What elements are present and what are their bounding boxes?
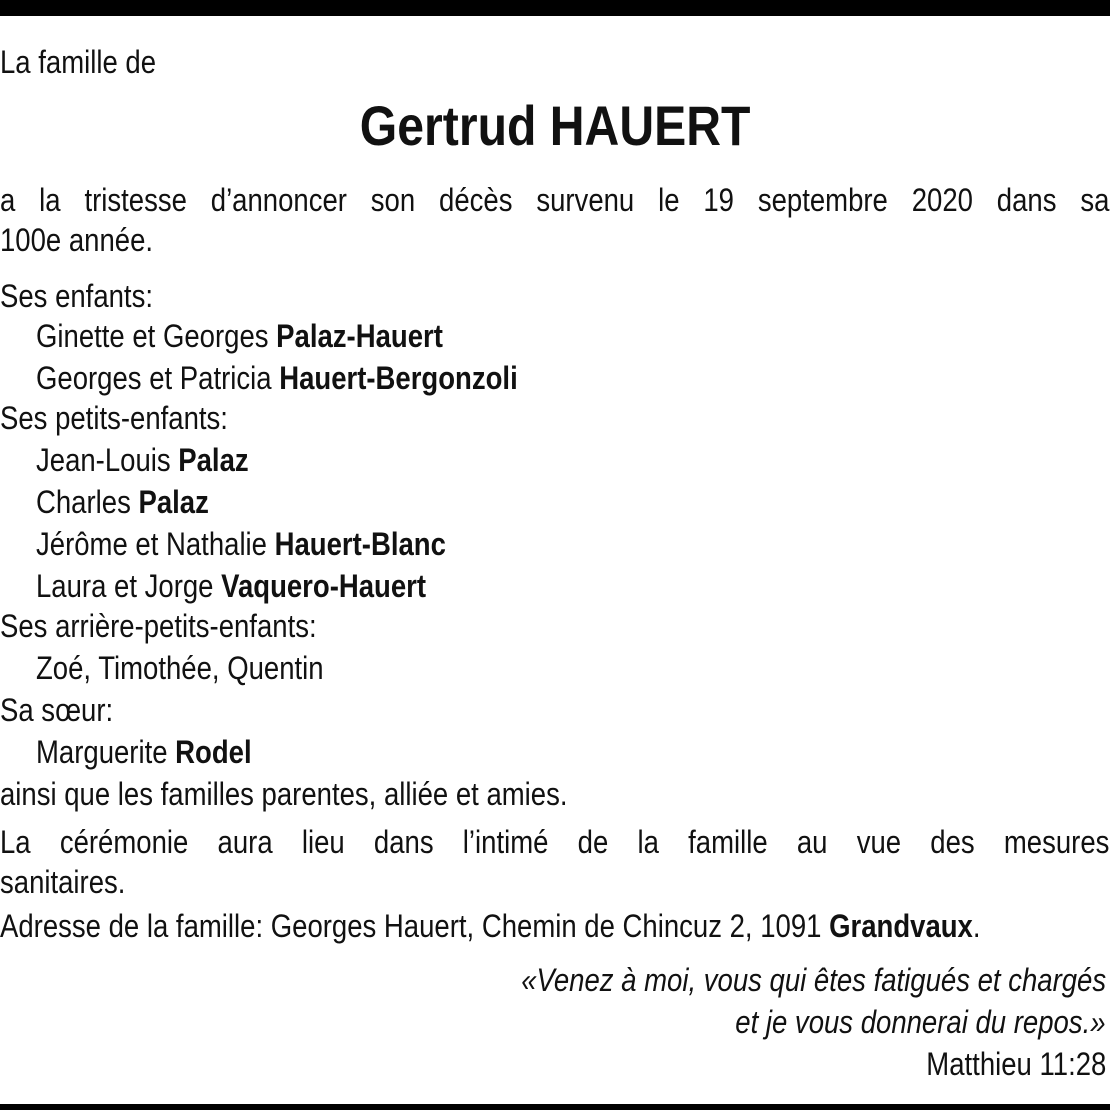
child-entry: Ginette et Georges Palaz-Hauert [36,318,443,354]
closing-family-line: ainsi que les familles parentes, alliée et amies. [0,776,568,812]
child-entry: Georges et Patricia Hauert-Bergonzoli [36,360,518,396]
great-grandchildren-heading: Ses arrière-petits-enfants: [0,608,317,644]
grandchild-entry: Jérôme et Nathalie Hauert-Blanc [36,526,446,562]
announcement-line-1: a la tristesse d’annoncer son décès survenu le 19 septembre 2020 dans sa [0,182,1110,218]
sister-heading: Sa sœur: [0,692,114,728]
bottom-rule [0,1104,1110,1110]
top-rule [0,0,1110,16]
ceremony-line-2: sanitaires. [0,864,126,900]
quote-line-2: et je vous donnerai du repos.» [735,1004,1106,1040]
great-grandchildren-names: Zoé, Timothée, Quentin [36,650,324,686]
family-address: Adresse de la famille: Georges Hauert, Chemin de Chincuz 2, 1091 Grandvaux. [0,908,981,944]
grandchild-entry: Charles Palaz [36,484,209,520]
grandchild-entry: Jean-Louis Palaz [36,442,249,478]
intro-line: La famille de [0,44,157,80]
quote-reference: Matthieu 11:28 [925,1046,1106,1082]
children-heading: Ses enfants: [0,278,153,314]
deceased-name: Gertrud HAUERT [359,94,751,157]
quote-line-1: «Venez à moi, vous qui êtes fatigués et chargés [521,962,1106,998]
grandchildren-heading: Ses petits-enfants: [0,400,228,436]
announcement-line-2: 100e année. [0,222,154,258]
sister-entry: Marguerite Rodel [36,734,252,770]
ceremony-line-1: La cérémonie aura lieu dans l’intimé de la famille au vue des mesures [0,824,1110,860]
grandchild-entry: Laura et Jorge Vaquero-Hauert [36,568,427,604]
